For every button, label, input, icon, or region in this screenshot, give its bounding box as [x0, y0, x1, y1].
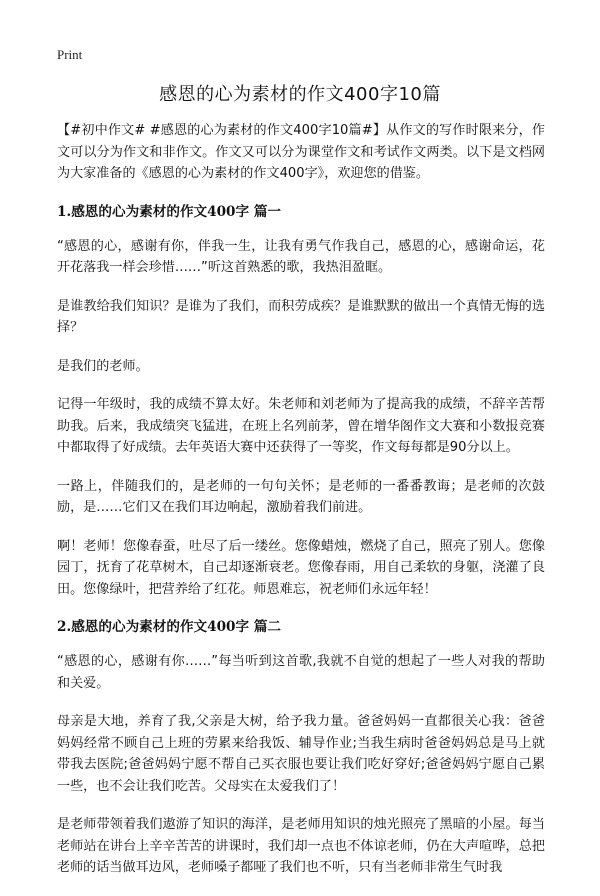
- document-body: [57, 120, 545, 896]
- paragraph: 是我们的老师。: [57, 358, 149, 374]
- paragraph: 母亲是大地，养育了我,父亲是大树，给予我力量。爸爸妈妈一直都很关心我：爸爸妈妈经常不顾自己上班的劳累来给我饭、辅导作业;当我生病时爸爸妈妈总是马上就带我去医院;爸爸妈妈宁愿不帮自己买衣服也要让我们吃好穿好;爸爸妈妈宁愿自己累一些，也不会让我们吃苦。父母实在太爱我们了！: [57, 714, 545, 794]
- section-heading: 2.感恩的心为素材的作文400字 篇二: [57, 619, 282, 635]
- section-heading: 1.感恩的心为素材的作文400字 篇一: [57, 203, 282, 220]
- document-title: 感恩的心为素材的作文400字10篇: [159, 84, 441, 105]
- intro-paragraph: 【#初中作文# #感恩的心为素材的作文400字10篇#】从作文的写作时限来分，作文可以分为作文和非作文。作文又可以分为课堂作文和考试作文两类。以下是文档网为大家准备的《感恩的心为素材的作文400字》，欢迎您的借鉴。: [57, 123, 545, 181]
- paragraph: 是老师带领着我们遨游了知识的海洋，是老师用知识的烛光照亮了黑暗的小屋。每当老师站在讲台上辛辛苦苦的讲课时，我们却一点也不体谅老师，仍在大声喧哗，总把老师的话当做耳边风，老师嗓子都哑了我们也不听，只有当老师非常生气时我: [57, 817, 545, 875]
- paragraph: 啊！老师！您像春蚕，吐尽了后一缕丝。您像蜡烛，燃烧了自己，照亮了别人。您像园丁，抚育了花草树木，自己却逐渐衰老。您像春雨，用自己柔软的身躯，浇灌了良田。您像绿叶，把营养给了红花。师恩难忘，祝老师们永远年轻！: [57, 538, 545, 597]
- paragraph: 是谁教给我们知识？是谁为了我们，而积劳成疾？是谁默默的做出一个真情无悔的选择？: [57, 298, 545, 335]
- paragraph: 一路上，伴随我们的，是老师的一句句关怀；是老师的一番番教诲；是老师的次鼓励，是……它们又在我们耳边响起，激励着我们前进。: [57, 478, 545, 515]
- print-link[interactable]: Print: [57, 47, 83, 62]
- paragraph: “感恩的心，感谢有你，伴我一生，让我有勇气作我自己，感恩的心，感谢命运，花开花落我一样会珍惜……”听这首熟悉的歌，我热泪盈眶。: [57, 238, 545, 275]
- paragraph: “感恩的心，感谢有你……”每当听到这首歌,我就不自觉的想起了一些人对我的帮助和关爱。: [57, 654, 545, 691]
- paragraph: 记得一年级时，我的成绩不算太好。朱老师和刘老师为了提高我的成绩，不辞辛苦帮助我。后来，我成绩突飞猛进，在班上名列前茅，曾在增华阁作文大赛和小数报竞赛中都取得了好成绩。去年英语大赛中还获得了一等奖，作文每每都是90分以上。: [57, 397, 545, 455]
